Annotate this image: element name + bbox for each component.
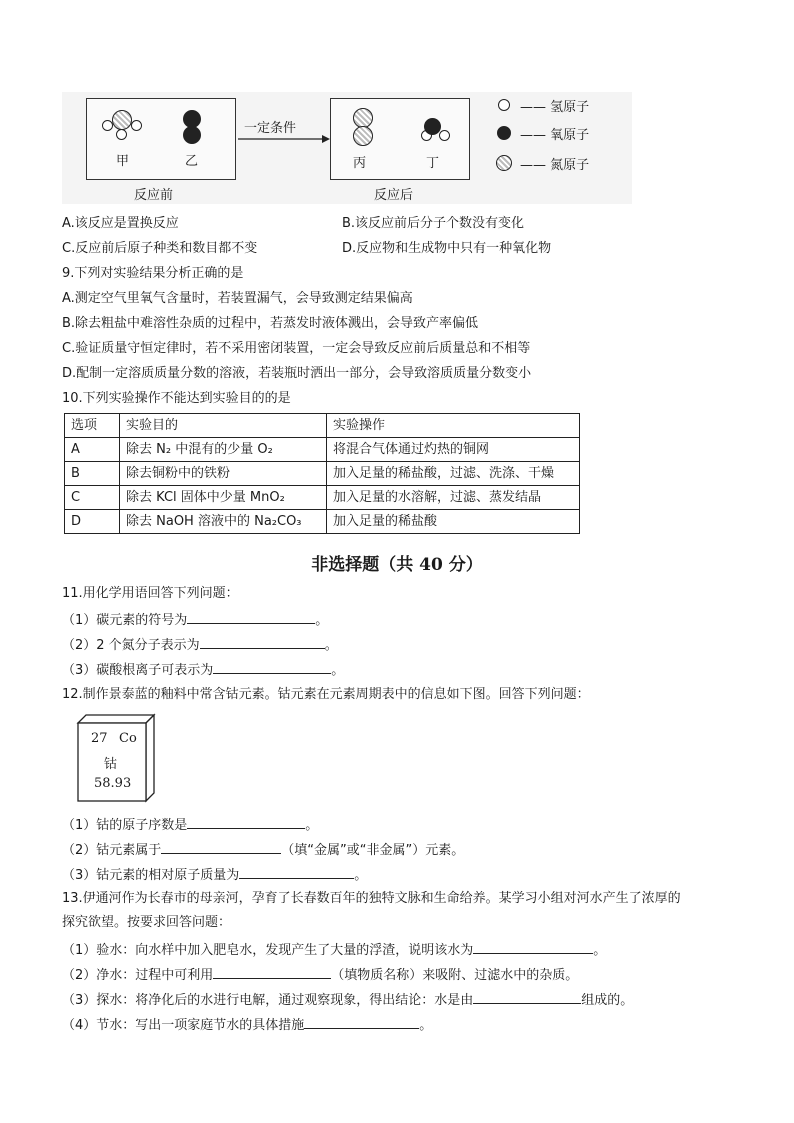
row-option: A (65, 438, 120, 462)
q8-option-a: A.该反应是置换反应 (62, 216, 179, 231)
element-symbol: Co (119, 731, 137, 746)
row-operation: 加入足量的稀盐酸，过滤、洗涤、干燥 (327, 462, 580, 486)
header-option: 选项 (65, 414, 120, 438)
period: 。 (315, 613, 329, 628)
answer-blank[interactable] (187, 610, 315, 624)
after-box (330, 98, 470, 180)
oxygen-legend-icon (497, 126, 511, 140)
q13-part2-text: （2）净水：过程中可利用 (62, 968, 214, 983)
q12-stem: 12.制作景泰蓝的釉料中常含钴元素。钴元素在元素周期表中的信息如下图。回答下列问题： (62, 687, 590, 702)
q13-part2 (62, 965, 578, 985)
q13-part1-text: （1）验水：向水样中加入肥皂水，发现产生了大量的浮渣，说明该水为 (62, 943, 474, 958)
nitrogen-atom-icon (353, 108, 373, 128)
answer-blank[interactable] (213, 965, 331, 979)
species-ding-label: 丁 (426, 156, 440, 171)
period: 。 (419, 1018, 433, 1033)
atomic-number: 27 (91, 731, 108, 746)
element-name: 钴 (104, 757, 118, 772)
q13-part2-tail: （填物质名称）来吸附、过滤水中的杂质。 (331, 968, 579, 983)
q9-stem: 9.下列对实验结果分析正确的是 (62, 266, 244, 281)
reaction-arrow-icon (238, 133, 330, 145)
nitrogen-legend-icon (496, 155, 512, 171)
q13-part3-text: （3）探水：将净化后的水进行电解，通过观察现象，得出结论：水是由 (62, 993, 474, 1008)
before-box (86, 98, 236, 180)
row-purpose: 除去 NaOH 溶液中的 Na₂CO₃ (120, 510, 327, 534)
row-option: B (65, 462, 120, 486)
section-title: 非选择题（共 40 分） (311, 555, 483, 575)
q13-part3 (62, 990, 633, 1010)
hydrogen-atom-icon (116, 129, 127, 140)
row-option: C (65, 486, 120, 510)
q11-part3 (62, 660, 344, 680)
row-purpose: 除去铜粉中的铁粉 (120, 462, 327, 486)
q12-part2 (62, 840, 464, 860)
q12-part3-text: （3）钴元素的相对原子质量为 (62, 868, 240, 883)
q13-part3-tail: 组成的。 (581, 993, 634, 1008)
table-row (65, 438, 580, 462)
answer-blank[interactable] (473, 990, 581, 1004)
before-label: 反应前 (134, 188, 174, 203)
row-option: D (65, 510, 120, 534)
table-header-row (65, 414, 580, 438)
q13-part1 (62, 940, 606, 960)
q10-table (64, 413, 580, 534)
q9-option-c: C.验证质量守恒定律时，若不采用密闭装置，一定会导致反应前后质量总和不相等 (62, 341, 531, 356)
row-operation: 加入足量的水溶解，过滤、蒸发结晶 (327, 486, 580, 510)
legend-nitrogen: —— 氮原子 (520, 158, 590, 173)
hydrogen-legend-icon (498, 99, 510, 111)
q8-option-c: C.反应前后原子种类和数目都不变 (62, 241, 258, 256)
q9-option-a: A.测定空气里氧气含量时，若装置漏气，会导致测定结果偏高 (62, 291, 413, 306)
species-bing-label: 丙 (353, 156, 367, 171)
reaction-diagram (62, 92, 632, 204)
table-row (65, 462, 580, 486)
hydrogen-atom-icon (439, 130, 450, 141)
oxygen-atom-icon (183, 126, 201, 144)
legend-oxygen: —— 氧原子 (520, 128, 590, 143)
q12-part3 (62, 865, 367, 885)
arrow-label: 一定条件 (244, 121, 297, 136)
header-purpose: 实验目的 (120, 414, 327, 438)
hydrogen-atom-icon (131, 120, 142, 131)
answer-blank[interactable] (187, 815, 305, 829)
q8-option-b: B.该反应前后分子个数没有变化 (342, 216, 525, 231)
header-operation: 实验操作 (327, 414, 580, 438)
row-operation: 加入足量的稀盐酸 (327, 510, 580, 534)
legend-hydrogen: —— 氢原子 (520, 100, 590, 115)
table-row (65, 486, 580, 510)
q11-part1-text: （1）碳元素的符号为 (62, 613, 188, 628)
nitrogen-atom-icon (112, 110, 132, 130)
table-row (65, 510, 580, 534)
q13-part4-text: （4）节水：写出一项家庭节水的具体措施 (62, 1018, 305, 1033)
q11-part3-text: （3）碳酸根离子可表示为 (62, 663, 214, 678)
period: 。 (324, 638, 338, 653)
answer-blank[interactable] (200, 635, 325, 649)
q13-stem-line2: 探究欲望。按要求回答问题： (62, 915, 232, 930)
answer-blank[interactable] (473, 940, 593, 954)
q9-option-b: B.除去粗盐中难溶性杂质的过程中，若蒸发时液体溅出，会导致产率偏低 (62, 316, 479, 331)
q11-part2-text: （2）2 个氮分子表示为 (62, 638, 200, 653)
after-label: 反应后 (374, 188, 414, 203)
period: 。 (331, 663, 345, 678)
atomic-mass: 58.93 (94, 776, 132, 791)
q13-part4 (62, 1015, 432, 1035)
q12-part1-text: （1）钴的原子序数是 (62, 818, 188, 833)
row-purpose: 除去 N₂ 中混有的少量 O₂ (120, 438, 327, 462)
q10-stem: 10.下列实验操作不能达到实验目的的是 (62, 391, 291, 406)
row-purpose: 除去 KCl 固体中少量 MnO₂ (120, 486, 327, 510)
q12-part2-hint: （填“金属”或“非金属”）元素。 (281, 843, 465, 858)
q11-part2 (62, 635, 338, 655)
species-jia-label: 甲 (116, 154, 130, 169)
answer-blank[interactable] (304, 1015, 419, 1029)
q11-stem: 11.用化学用语回答下列问题： (62, 586, 239, 601)
species-yi-label: 乙 (185, 154, 199, 169)
row-operation: 将混合气体通过灼热的铜网 (327, 438, 580, 462)
q11-part1 (62, 610, 328, 630)
q12-part2-text: （2）钴元素属于 (62, 843, 162, 858)
period: 。 (354, 868, 368, 883)
q13-stem-line1: 13.伊通河作为长春市的母亲河，孕育了长春数百年的独特文脉和生命给养。某学习小组对河水产生了浓厚的 (62, 891, 681, 906)
q12-part1 (62, 815, 318, 835)
answer-blank[interactable] (161, 840, 281, 854)
period: 。 (305, 818, 319, 833)
answer-blank[interactable] (213, 660, 331, 674)
period: 。 (593, 943, 607, 958)
q8-option-d: D.反应物和生成物中只有一种氧化物 (342, 241, 552, 256)
periodic-table-cell (66, 713, 156, 805)
nitrogen-atom-icon (353, 126, 373, 146)
answer-blank[interactable] (239, 865, 354, 879)
q9-option-d: D.配制一定溶质质量分数的溶液，若装瓶时洒出一部分，会导致溶质质量分数变小 (62, 366, 532, 381)
